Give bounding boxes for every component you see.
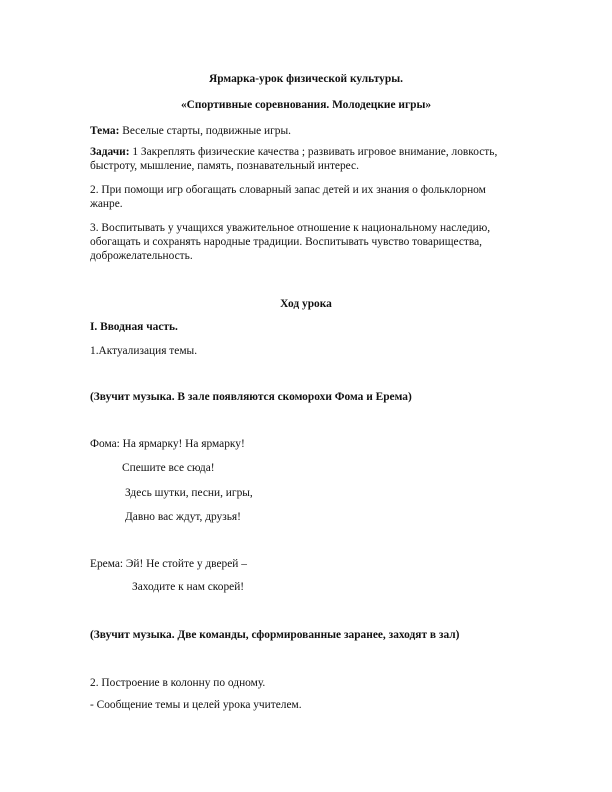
task2-line-2: жанре.	[90, 198, 123, 210]
topic-text: Веселые старты, подвижные игры.	[119, 125, 291, 137]
section-heading: I. Вводная часть.	[90, 321, 178, 333]
topic-label: Тема:	[90, 125, 120, 137]
item-formation: 2. Построение в колонну по одному.	[90, 677, 266, 689]
tasks-label: Задачи:	[90, 146, 130, 158]
tasks-line-1	[90, 145, 530, 159]
foma-line-1: Фома: На ярмарку! На ярмарку!	[90, 438, 245, 450]
stage-direction-2: (Звучит музыка. Две команды, сформированные заранее, заходят в зал)	[90, 629, 460, 641]
stage-direction-1: (Звучит музыка. В зале появляются скоморохи Фома и Ерема)	[90, 391, 412, 403]
tasks-line-2: быстроту, мышление, память, познавательный интерес.	[90, 160, 359, 172]
erema-line-1: Ерема: Эй! Не стойте у дверей –	[90, 558, 247, 570]
foma-line-3: Здесь шутки, песни, игры,	[125, 487, 253, 499]
item-actualization: 1.Актуализация темы.	[90, 345, 198, 357]
foma-line-4: Давно вас ждут, друзья!	[125, 511, 241, 523]
erema-line-2: Заходите к нам скорей!	[132, 581, 245, 593]
task3-line-1: 3. Воспитывать у учащихся уважительное отношение к национальному наследию,	[90, 222, 491, 234]
foma-line-2: Спешите все сюда!	[122, 462, 215, 474]
task2-line-1: 2. При помощи игр обогащать словарный запас детей и их знания о фольклорном	[90, 184, 486, 196]
document-title: Ярмарка-урок физической культуры.	[209, 73, 403, 85]
task3-line-3: доброжелательность.	[90, 250, 193, 262]
document-subtitle: «Спортивные соревнования. Молодецкие игры»	[180, 99, 432, 111]
lesson-heading: Ход урока	[280, 298, 332, 310]
tasks-text: 1 Закреплять физические качества ; развивать игровое внимание, ловкость,	[129, 146, 498, 158]
task3-line-2: обогащать и сохранять народные традиции. Воспитывать чувство товарищества,	[90, 236, 483, 248]
topic-paragraph	[90, 124, 530, 138]
item-announcement: - Сообщение темы и целей урока учителем.	[90, 699, 302, 711]
